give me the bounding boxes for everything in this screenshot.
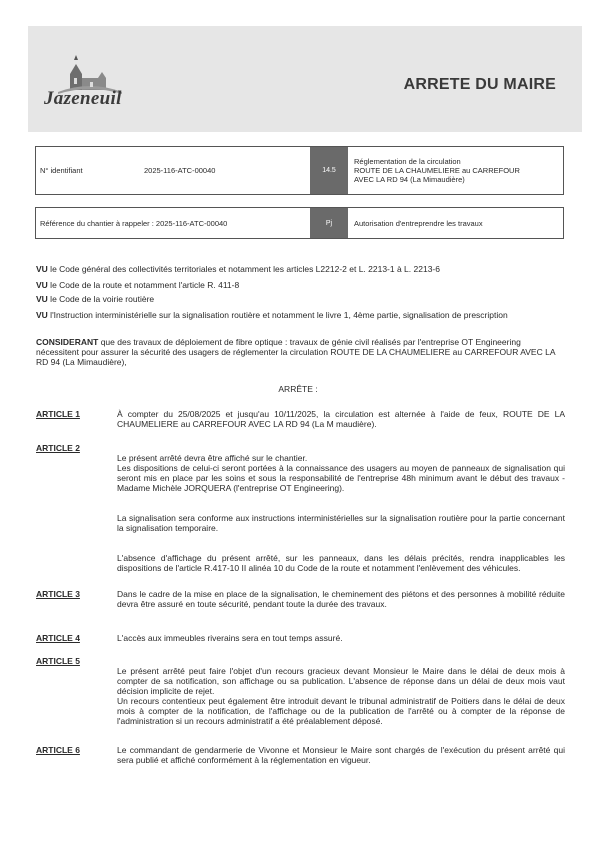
object-line-1: Réglementation de la circulation (354, 157, 461, 166)
object-description (354, 147, 560, 194)
identifier-value: 2025-116-ATC-00040 (144, 166, 216, 175)
vu-line-1: VU le Code général des collectivités territoriales et notamment les articles L2212-2 et L. 2213-1 à L. 2213-6 (36, 264, 440, 274)
vu-line-2: VU le Code de la route et notamment l'article R. 411-8 (36, 280, 240, 290)
article-3-label: ARTICLE 3 (36, 589, 80, 599)
article-2-label: ARTICLE 2 (36, 443, 80, 453)
nature-code: 14.5 (310, 147, 348, 194)
identifier-box (35, 146, 564, 195)
article-1-text: À compter du 25/08/2025 et jusqu'au 10/11/2025, la circulation est alternée à l'aide de feux, ROUTE DE LA CHAUMELIERE au CARREFOUR AVEC LA RD 94 (La M maudière). (117, 409, 565, 429)
article-5-text: Le présent arrêté peut faire l'objet d'un recours gracieux devant Monsieur le Maire dans le délai de deux mois à compter de sa notification, son affichage ou sa publication. L'absence de réponse dans un délai de deux mois vaut décision implicite de rejet. Un recours contentieux peut également être introduit devant le tribunal administratif de Poitiers dans le délai de deux mois à compter de la notification, de l'affichage ou de la publication de l'arrêté ou à compter de la réponse de l'administration si un recours administratif a été préalablement déposé. (117, 666, 565, 726)
object-line-2: ROUTE DE LA CHAUMELIERE au CARREFOUR (354, 166, 520, 175)
article-3-text: Dans le cadre de la mise en place de la signalisation, le cheminement des piétons et des personnes à mobilité réduite devra être assuré en toute sécurité, pendant toute la durée des travaux. (117, 589, 565, 609)
article-5-label: ARTICLE 5 (36, 656, 80, 666)
article-6-label: ARTICLE 6 (36, 745, 80, 755)
article-6-text: Le commandant de gendarmerie de Vivonne et Monsieur le Maire sont chargés de l'exécution du présent arrêté qui sera publié et affiché conformément à la réglementation en vigueur. (117, 745, 565, 765)
vu-line-4: VU l'Instruction interministérielle sur la signalisation routière et notamment le livre 1, 4ème partie, signalisation de prescription (36, 310, 508, 320)
site-reference: Référence du chantier à rappeler : 2025-116-ATC-00040 (40, 218, 228, 228)
article-4-label: ARTICLE 4 (36, 633, 80, 643)
object-line-3: AVEC LA RD 94 (La Mimaudière) (354, 175, 465, 184)
reference-box (35, 207, 564, 239)
identifier-label: N° identifiant (40, 166, 83, 175)
article-4-text: L'accès aux immeubles riverains sera en tout temps assuré. (117, 633, 343, 643)
arrete-heading: ARRÊTE : (278, 384, 318, 394)
attachment-code: Pj (310, 208, 348, 238)
article-2-text: Le présent arrêté devra être affiché sur le chantier. Les dispositions de celui-ci seront portées à la connaissance des usagers au moyen de panneaux de signalisation qui seront mis en place par les soins et sous la responsabilité de l'entreprise 48h minimum avant le début des travaux - Madame Michèle JORQUERA (l'entreprise OT Engineering). La signalisation sera conforme aux instructions interministérielles sur la signalisation routière pour la partie concernant la signalisation temporaire. L'absence d'affichage du présent arrêté, sur les panneaux, dans les délais précités, rendra inapplicables les dispositions de l'article R.417-10 II alinéa 10 du Code de la route et notamment l'enlèvement des véhicules. (117, 453, 565, 573)
considerant-paragraph: CONSIDERANT que des travaux de déploiement de fibre optique : travaux de génie civil réalisés par l'entreprise OT Engineering nécessitent pour assurer la sécurité des usagers de réglementer la circulation ROUTE DE LA CHAUMELIERE au CARREFOUR AVEC LA RD 94 (La Mimaudière), (36, 337, 556, 367)
article-1-label: ARTICLE 1 (36, 409, 80, 419)
attachment-description: Autorisation d'entreprendre les travaux (354, 218, 483, 228)
vu-line-3: VU le Code de la voirie routière (36, 294, 155, 304)
page-title: ARRETE DU MAIRE (403, 76, 556, 93)
logo-wordmark: Jazeneuil (44, 88, 122, 109)
